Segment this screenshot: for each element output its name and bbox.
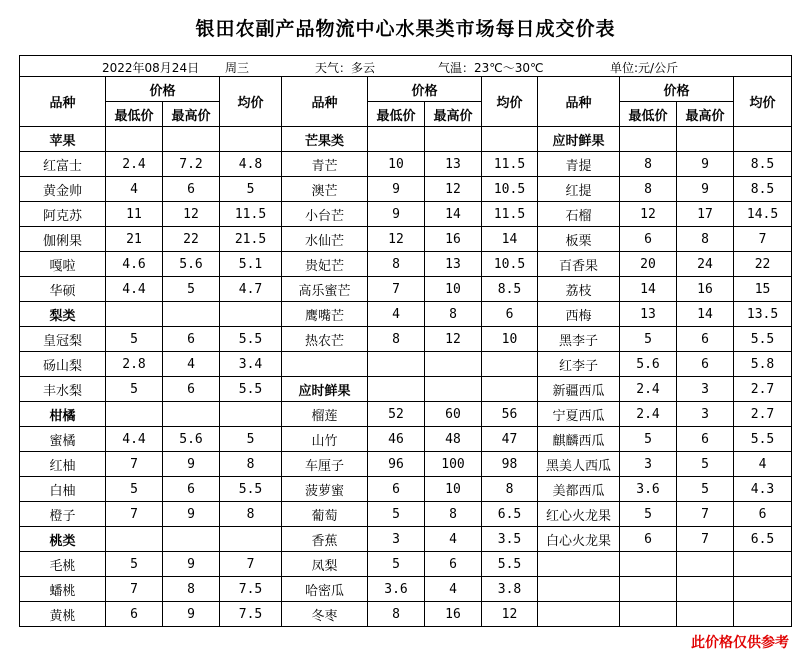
table-row bbox=[20, 127, 792, 152]
max-price-cell: 9 bbox=[163, 452, 220, 477]
variety-cell: 哈密瓜 bbox=[282, 577, 368, 602]
max-price-cell bbox=[163, 127, 220, 152]
category-label: 桃类 bbox=[20, 527, 106, 552]
table-row bbox=[20, 602, 792, 627]
max-price-cell: 9 bbox=[163, 602, 220, 627]
variety-cell: 阿克苏 bbox=[20, 202, 106, 227]
variety-cell: 板栗 bbox=[538, 227, 620, 252]
variety-cell: 蟠桃 bbox=[20, 577, 106, 602]
date-text: 2022年08月24日 bbox=[102, 61, 200, 75]
avg-price-cell: 22 bbox=[734, 252, 792, 277]
max-price-cell: 3 bbox=[677, 402, 734, 427]
min-price-cell: 7 bbox=[368, 277, 425, 302]
max-price-cell: 17 bbox=[677, 202, 734, 227]
min-price-cell bbox=[368, 377, 425, 402]
avg-price-cell: 3.4 bbox=[220, 352, 282, 377]
avg-price-cell: 6 bbox=[734, 502, 792, 527]
table-row bbox=[20, 377, 792, 402]
min-price-cell: 96 bbox=[368, 452, 425, 477]
avg-price-cell: 47 bbox=[482, 427, 538, 452]
avg-price-cell bbox=[734, 602, 792, 627]
max-price-cell bbox=[677, 552, 734, 577]
header-min: 最低价 bbox=[106, 102, 163, 127]
min-price-cell: 8 bbox=[368, 602, 425, 627]
avg-price-cell: 98 bbox=[482, 452, 538, 477]
category-label: 苹果 bbox=[20, 127, 106, 152]
variety-cell: 菠萝蜜 bbox=[282, 477, 368, 502]
min-price-cell: 11 bbox=[106, 202, 163, 227]
min-price-cell: 2.4 bbox=[620, 377, 677, 402]
header-avg: 均价 bbox=[734, 77, 792, 127]
variety-cell: 蜜橘 bbox=[20, 427, 106, 452]
avg-price-cell: 5.5 bbox=[220, 377, 282, 402]
max-price-cell: 4 bbox=[163, 352, 220, 377]
avg-price-cell: 11.5 bbox=[482, 202, 538, 227]
max-price-cell: 8 bbox=[163, 577, 220, 602]
unit-text: 单位:元/公斤 bbox=[610, 61, 679, 75]
min-price-cell: 12 bbox=[620, 202, 677, 227]
min-price-cell: 6 bbox=[106, 602, 163, 627]
variety-cell: 凤梨 bbox=[282, 552, 368, 577]
table-row bbox=[20, 552, 792, 577]
weather-text: 天气：多云 bbox=[315, 61, 376, 75]
variety-cell: 车厘子 bbox=[282, 452, 368, 477]
avg-price-cell: 5 bbox=[220, 177, 282, 202]
max-price-cell: 48 bbox=[425, 427, 482, 452]
avg-price-cell: 8 bbox=[482, 477, 538, 502]
avg-price-cell bbox=[482, 127, 538, 152]
table-row bbox=[20, 302, 792, 327]
variety-cell: 香蕉 bbox=[282, 527, 368, 552]
max-price-cell: 13 bbox=[425, 252, 482, 277]
max-price-cell: 8 bbox=[677, 227, 734, 252]
avg-price-cell: 6.5 bbox=[482, 502, 538, 527]
header-max: 最高价 bbox=[425, 102, 482, 127]
min-price-cell: 4.4 bbox=[106, 277, 163, 302]
min-price-cell: 5 bbox=[620, 502, 677, 527]
max-price-cell: 6 bbox=[163, 327, 220, 352]
avg-price-cell bbox=[482, 377, 538, 402]
min-price-cell: 4 bbox=[106, 177, 163, 202]
min-price-cell: 7 bbox=[106, 577, 163, 602]
weekday-text: 周三 bbox=[225, 61, 250, 75]
header-avg: 均价 bbox=[220, 77, 282, 127]
max-price-cell bbox=[425, 377, 482, 402]
variety-cell: 石榴 bbox=[538, 202, 620, 227]
price-table bbox=[19, 55, 792, 627]
table-row bbox=[20, 527, 792, 552]
min-price-cell: 4.4 bbox=[106, 427, 163, 452]
max-price-cell: 8 bbox=[425, 502, 482, 527]
max-price-cell: 3 bbox=[677, 377, 734, 402]
table-row bbox=[20, 477, 792, 502]
max-price-cell: 5 bbox=[163, 277, 220, 302]
min-price-cell: 8 bbox=[368, 327, 425, 352]
header-price: 价格 bbox=[106, 77, 220, 102]
max-price-cell: 16 bbox=[425, 227, 482, 252]
variety-cell: 红心火龙果 bbox=[538, 502, 620, 527]
min-price-cell: 20 bbox=[620, 252, 677, 277]
min-price-cell: 2.4 bbox=[106, 152, 163, 177]
min-price-cell bbox=[620, 552, 677, 577]
avg-price-cell: 7 bbox=[220, 552, 282, 577]
max-price-cell: 9 bbox=[163, 552, 220, 577]
max-price-cell: 12 bbox=[163, 202, 220, 227]
avg-price-cell: 4.7 bbox=[220, 277, 282, 302]
avg-price-cell bbox=[734, 577, 792, 602]
min-price-cell: 7 bbox=[106, 502, 163, 527]
category-label: 应时鲜果 bbox=[538, 127, 620, 152]
avg-price-cell: 6.5 bbox=[734, 527, 792, 552]
min-price-cell: 6 bbox=[620, 527, 677, 552]
table-row bbox=[20, 427, 792, 452]
avg-price-cell bbox=[220, 127, 282, 152]
avg-price-cell: 5 bbox=[220, 427, 282, 452]
variety-cell bbox=[282, 352, 368, 377]
min-price-cell: 6 bbox=[620, 227, 677, 252]
max-price-cell: 12 bbox=[425, 327, 482, 352]
variety-cell: 毛桃 bbox=[20, 552, 106, 577]
min-price-cell: 10 bbox=[368, 152, 425, 177]
max-price-cell: 7.2 bbox=[163, 152, 220, 177]
variety-cell: 宁夏西瓜 bbox=[538, 402, 620, 427]
min-price-cell: 13 bbox=[620, 302, 677, 327]
table-row bbox=[20, 202, 792, 227]
temperature-text: 气温：23℃～30℃ bbox=[438, 61, 544, 75]
avg-price-cell: 2.7 bbox=[734, 377, 792, 402]
min-price-cell bbox=[106, 302, 163, 327]
max-price-cell: 4 bbox=[425, 577, 482, 602]
min-price-cell bbox=[106, 402, 163, 427]
table-row bbox=[20, 452, 792, 477]
avg-price-cell: 8.5 bbox=[482, 277, 538, 302]
avg-price-cell bbox=[734, 127, 792, 152]
min-price-cell bbox=[368, 127, 425, 152]
max-price-cell bbox=[677, 577, 734, 602]
variety-cell: 黑李子 bbox=[538, 327, 620, 352]
variety-cell: 高乐蜜芒 bbox=[282, 277, 368, 302]
max-price-cell: 9 bbox=[163, 502, 220, 527]
avg-price-cell: 7 bbox=[734, 227, 792, 252]
avg-price-cell: 14.5 bbox=[734, 202, 792, 227]
max-price-cell: 10 bbox=[425, 277, 482, 302]
max-price-cell: 6 bbox=[163, 377, 220, 402]
variety-cell: 麒麟西瓜 bbox=[538, 427, 620, 452]
max-price-cell bbox=[425, 352, 482, 377]
max-price-cell: 6 bbox=[425, 552, 482, 577]
variety-cell: 黑美人西瓜 bbox=[538, 452, 620, 477]
min-price-cell: 5 bbox=[368, 502, 425, 527]
subheader-row bbox=[20, 102, 792, 127]
avg-price-cell: 5.5 bbox=[482, 552, 538, 577]
max-price-cell: 7 bbox=[677, 502, 734, 527]
max-price-cell: 6 bbox=[677, 427, 734, 452]
avg-price-cell: 3.5 bbox=[482, 527, 538, 552]
table-row bbox=[20, 502, 792, 527]
min-price-cell: 6 bbox=[368, 477, 425, 502]
avg-price-cell: 8 bbox=[220, 452, 282, 477]
min-price-cell: 9 bbox=[368, 177, 425, 202]
avg-price-cell: 11.5 bbox=[220, 202, 282, 227]
min-price-cell bbox=[620, 577, 677, 602]
variety-cell: 水仙芒 bbox=[282, 227, 368, 252]
avg-price-cell: 8.5 bbox=[734, 152, 792, 177]
page-title: 银田农副产品物流中心水果类市场每日成交价表 bbox=[195, 18, 616, 40]
min-price-cell: 8 bbox=[620, 152, 677, 177]
header-min: 最低价 bbox=[620, 102, 677, 127]
min-price-cell: 3 bbox=[620, 452, 677, 477]
max-price-cell: 24 bbox=[677, 252, 734, 277]
variety-cell: 橙子 bbox=[20, 502, 106, 527]
min-price-cell bbox=[106, 527, 163, 552]
avg-price-cell bbox=[220, 402, 282, 427]
min-price-cell: 7 bbox=[106, 452, 163, 477]
header-variety: 品种 bbox=[20, 77, 106, 127]
variety-cell: 贵妃芒 bbox=[282, 252, 368, 277]
max-price-cell: 16 bbox=[425, 602, 482, 627]
variety-cell: 小台芒 bbox=[282, 202, 368, 227]
variety-cell: 红李子 bbox=[538, 352, 620, 377]
max-price-cell: 14 bbox=[425, 202, 482, 227]
avg-price-cell: 5.5 bbox=[220, 327, 282, 352]
avg-price-cell: 5.5 bbox=[734, 327, 792, 352]
avg-price-cell: 5.5 bbox=[734, 427, 792, 452]
avg-price-cell: 7.5 bbox=[220, 577, 282, 602]
min-price-cell bbox=[368, 352, 425, 377]
avg-price-cell: 8 bbox=[220, 502, 282, 527]
avg-price-cell bbox=[220, 302, 282, 327]
variety-cell: 白心火龙果 bbox=[538, 527, 620, 552]
min-price-cell: 5 bbox=[106, 477, 163, 502]
avg-price-cell: 56 bbox=[482, 402, 538, 427]
avg-price-cell: 8.5 bbox=[734, 177, 792, 202]
max-price-cell: 12 bbox=[425, 177, 482, 202]
avg-price-cell bbox=[482, 352, 538, 377]
header-variety: 品种 bbox=[282, 77, 368, 127]
header-avg: 均价 bbox=[482, 77, 538, 127]
max-price-cell: 5 bbox=[677, 477, 734, 502]
header-min: 最低价 bbox=[368, 102, 425, 127]
min-price-cell: 5 bbox=[106, 552, 163, 577]
avg-price-cell: 13.5 bbox=[734, 302, 792, 327]
variety-cell: 白柚 bbox=[20, 477, 106, 502]
avg-price-cell: 10.5 bbox=[482, 177, 538, 202]
variety-cell: 黄桃 bbox=[20, 602, 106, 627]
max-price-cell: 14 bbox=[677, 302, 734, 327]
variety-cell: 青芒 bbox=[282, 152, 368, 177]
min-price-cell: 21 bbox=[106, 227, 163, 252]
avg-price-cell: 2.7 bbox=[734, 402, 792, 427]
category-label: 应时鲜果 bbox=[282, 377, 368, 402]
avg-price-cell: 4.3 bbox=[734, 477, 792, 502]
header-price: 价格 bbox=[368, 77, 482, 102]
min-price-cell: 9 bbox=[368, 202, 425, 227]
min-price-cell: 14 bbox=[620, 277, 677, 302]
max-price-cell bbox=[677, 602, 734, 627]
max-price-cell: 5.6 bbox=[163, 427, 220, 452]
disclaimer-note: 此价格仅供参考 bbox=[691, 635, 789, 651]
avg-price-cell: 10 bbox=[482, 327, 538, 352]
variety-cell bbox=[538, 552, 620, 577]
min-price-cell: 4 bbox=[368, 302, 425, 327]
table-row bbox=[20, 277, 792, 302]
min-price-cell: 8 bbox=[368, 252, 425, 277]
table-row bbox=[20, 177, 792, 202]
variety-cell: 皇冠梨 bbox=[20, 327, 106, 352]
variety-cell: 百香果 bbox=[538, 252, 620, 277]
max-price-cell bbox=[425, 127, 482, 152]
min-price-cell bbox=[620, 127, 677, 152]
variety-cell: 热农芒 bbox=[282, 327, 368, 352]
header-row bbox=[20, 77, 792, 102]
min-price-cell: 5 bbox=[620, 327, 677, 352]
table-row bbox=[20, 402, 792, 427]
variety-cell: 冬枣 bbox=[282, 602, 368, 627]
variety-cell: 红富士 bbox=[20, 152, 106, 177]
header-variety: 品种 bbox=[538, 77, 620, 127]
min-price-cell: 3.6 bbox=[368, 577, 425, 602]
max-price-cell: 16 bbox=[677, 277, 734, 302]
min-price-cell: 3 bbox=[368, 527, 425, 552]
max-price-cell: 6 bbox=[163, 177, 220, 202]
avg-price-cell bbox=[734, 552, 792, 577]
avg-price-cell: 10.5 bbox=[482, 252, 538, 277]
min-price-cell bbox=[620, 602, 677, 627]
variety-cell: 山竹 bbox=[282, 427, 368, 452]
max-price-cell: 22 bbox=[163, 227, 220, 252]
variety-cell: 红柚 bbox=[20, 452, 106, 477]
min-price-cell: 4.6 bbox=[106, 252, 163, 277]
category-label: 芒果类 bbox=[282, 127, 368, 152]
table-row bbox=[20, 327, 792, 352]
variety-cell bbox=[538, 602, 620, 627]
variety-cell: 荔枝 bbox=[538, 277, 620, 302]
max-price-cell: 5 bbox=[677, 452, 734, 477]
avg-price-cell: 6 bbox=[482, 302, 538, 327]
avg-price-cell: 5.8 bbox=[734, 352, 792, 377]
min-price-cell: 46 bbox=[368, 427, 425, 452]
max-price-cell: 7 bbox=[677, 527, 734, 552]
table-row bbox=[20, 577, 792, 602]
header-price: 价格 bbox=[620, 77, 734, 102]
max-price-cell: 9 bbox=[677, 152, 734, 177]
variety-cell: 西梅 bbox=[538, 302, 620, 327]
variety-cell: 黄金帅 bbox=[20, 177, 106, 202]
category-label: 柑橘 bbox=[20, 402, 106, 427]
max-price-cell: 6 bbox=[677, 352, 734, 377]
max-price-cell: 6 bbox=[677, 327, 734, 352]
variety-cell: 红提 bbox=[538, 177, 620, 202]
avg-price-cell: 14 bbox=[482, 227, 538, 252]
variety-cell: 嘎啦 bbox=[20, 252, 106, 277]
info-row bbox=[20, 56, 792, 77]
min-price-cell bbox=[106, 127, 163, 152]
min-price-cell: 52 bbox=[368, 402, 425, 427]
min-price-cell: 5 bbox=[368, 552, 425, 577]
variety-cell: 新疆西瓜 bbox=[538, 377, 620, 402]
header-max: 最高价 bbox=[677, 102, 734, 127]
max-price-cell: 4 bbox=[425, 527, 482, 552]
variety-cell: 鹰嘴芒 bbox=[282, 302, 368, 327]
min-price-cell: 5 bbox=[106, 377, 163, 402]
max-price-cell bbox=[163, 527, 220, 552]
max-price-cell: 13 bbox=[425, 152, 482, 177]
variety-cell: 伽俐果 bbox=[20, 227, 106, 252]
variety-cell: 丰水梨 bbox=[20, 377, 106, 402]
variety-cell: 华硕 bbox=[20, 277, 106, 302]
max-price-cell: 9 bbox=[677, 177, 734, 202]
variety-cell: 美都西瓜 bbox=[538, 477, 620, 502]
variety-cell: 青提 bbox=[538, 152, 620, 177]
avg-price-cell: 21.5 bbox=[220, 227, 282, 252]
avg-price-cell: 5.5 bbox=[220, 477, 282, 502]
variety-cell: 砀山梨 bbox=[20, 352, 106, 377]
category-label: 梨类 bbox=[20, 302, 106, 327]
max-price-cell: 100 bbox=[425, 452, 482, 477]
max-price-cell bbox=[677, 127, 734, 152]
min-price-cell: 3.6 bbox=[620, 477, 677, 502]
avg-price-cell: 4.8 bbox=[220, 152, 282, 177]
max-price-cell: 5.6 bbox=[163, 252, 220, 277]
avg-price-cell: 4 bbox=[734, 452, 792, 477]
avg-price-cell: 12 bbox=[482, 602, 538, 627]
avg-price-cell: 5.1 bbox=[220, 252, 282, 277]
avg-price-cell: 3.8 bbox=[482, 577, 538, 602]
avg-price-cell bbox=[220, 527, 282, 552]
table-row bbox=[20, 152, 792, 177]
min-price-cell: 2.8 bbox=[106, 352, 163, 377]
variety-cell: 葡萄 bbox=[282, 502, 368, 527]
min-price-cell: 5 bbox=[106, 327, 163, 352]
avg-price-cell: 15 bbox=[734, 277, 792, 302]
table-row bbox=[20, 352, 792, 377]
max-price-cell: 10 bbox=[425, 477, 482, 502]
table-row bbox=[20, 252, 792, 277]
variety-cell bbox=[538, 577, 620, 602]
min-price-cell: 12 bbox=[368, 227, 425, 252]
min-price-cell: 5 bbox=[620, 427, 677, 452]
max-price-cell bbox=[163, 402, 220, 427]
avg-price-cell: 7.5 bbox=[220, 602, 282, 627]
min-price-cell: 2.4 bbox=[620, 402, 677, 427]
max-price-cell: 8 bbox=[425, 302, 482, 327]
max-price-cell bbox=[163, 302, 220, 327]
table-row bbox=[20, 227, 792, 252]
min-price-cell: 5.6 bbox=[620, 352, 677, 377]
variety-cell: 澳芒 bbox=[282, 177, 368, 202]
max-price-cell: 60 bbox=[425, 402, 482, 427]
header-max: 最高价 bbox=[163, 102, 220, 127]
min-price-cell: 8 bbox=[620, 177, 677, 202]
avg-price-cell: 11.5 bbox=[482, 152, 538, 177]
max-price-cell: 6 bbox=[163, 477, 220, 502]
variety-cell: 榴莲 bbox=[282, 402, 368, 427]
